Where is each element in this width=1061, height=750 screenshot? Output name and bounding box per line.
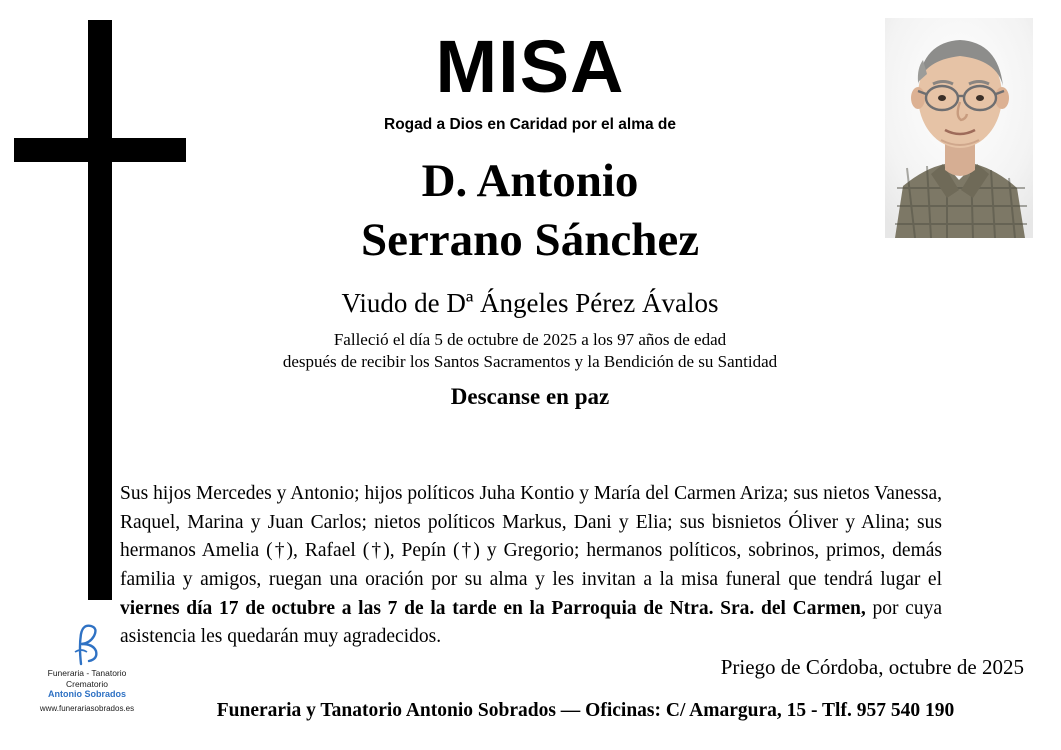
logo-mark-icon <box>22 622 152 666</box>
company-logo <box>22 622 152 713</box>
deceased-name-line2: Serrano Sánchez <box>360 213 700 266</box>
cross-vertical-bar <box>88 20 112 600</box>
family-paragraph <box>120 480 942 652</box>
footer-contact-text: Funeraria y Tanatorio Antonio Sobrados — Oficinas: C/ Amargura, 15 - Tlf. 957 540 190 <box>216 700 955 721</box>
death-info <box>120 329 940 375</box>
logo-website: www.funerariasobrados.es <box>39 703 135 713</box>
footer-bar <box>0 700 1061 722</box>
page-title: MISA <box>435 25 625 108</box>
family-text-part1: Sus hijos Mercedes y Antonio; hijos políticos Juha Kontio y María del Carmen Ariza; sus nietos Vanessa, Raquel, Marina y Juan Carlos; nietos políticos Markus, Dani y Elia; sus bisnietos Óliver y Alina; sus hermanos Amelia (†), Rafael (†), Pepín (†) y Gregorio; hermanos políticos, sobrinos, primos, demás familia y amigos, ruegan una oración por su alma y les invitan a la misa funeral que tendrá lugar el <box>120 483 942 590</box>
spouse-line: Viudo de Dª Ángeles Pérez Ávalos <box>341 287 719 318</box>
family-text-part2: por cuya asistencia les quedarán muy agradecidos. <box>120 597 942 648</box>
notice-main-content <box>120 25 940 418</box>
deceased-name-line1: D. Antonio <box>421 155 639 207</box>
notice-subheading: Rogad a Dios en Caridad por el alma de <box>384 116 676 133</box>
rest-in-peace: Descanse en paz <box>450 384 610 410</box>
logo-line-2: Crematorio <box>65 678 109 689</box>
death-info-line1: Falleció el día 5 de octubre de 2025 a los 97 años de edad <box>333 329 727 349</box>
place-and-date: Priego de Córdoba, octubre de 2025 <box>720 655 1024 679</box>
logo-company-name: Antonio Sobrados <box>48 689 126 700</box>
funeral-details-bold: viernes día 17 de octubre a las 7 de la tarde en la Parroquia de Ntra. Sra. del Carmen, <box>120 597 866 619</box>
deceased-name <box>120 152 940 270</box>
death-info-line2: después de recibir los Santos Sacramentos y la Bendición de su Santidad <box>282 352 778 372</box>
logo-line-1: Funeraria - Tanatorio <box>47 668 127 678</box>
